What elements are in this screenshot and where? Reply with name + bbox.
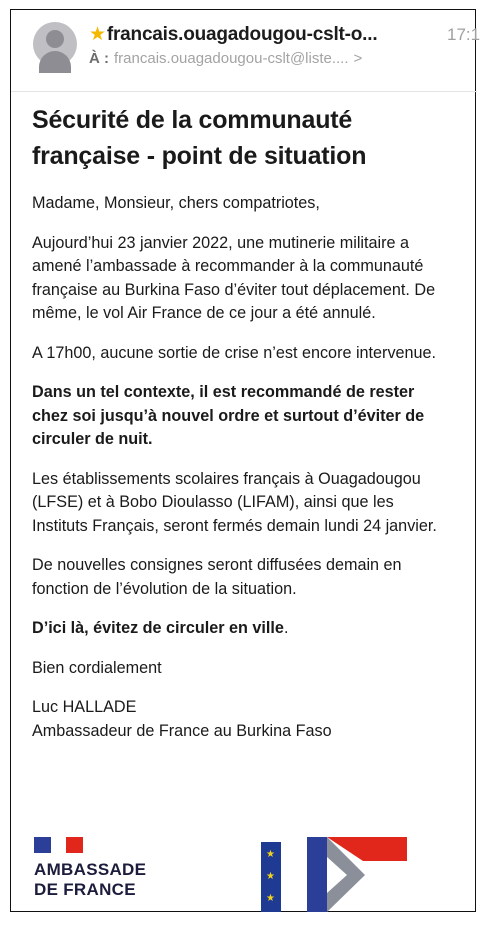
eu-star-icon: ★ — [266, 893, 275, 904]
to-label: À : — [89, 50, 109, 67]
text-line: française au Burkina Faso d’éviter tout déplacement. De — [32, 280, 436, 299]
chevron-right-icon[interactable]: > — [353, 50, 363, 67]
text-line: De nouvelles consignes seront diffusées demain en — [32, 556, 402, 574]
sender-name[interactable] — [89, 23, 377, 46]
header-divider — [11, 91, 477, 92]
flag-blue-band — [34, 837, 51, 853]
logo-blue-bar — [307, 837, 327, 912]
warning-period: . — [283, 619, 289, 637]
text-line: même, le vol Air France de ce jour a été annulé. — [32, 304, 376, 322]
avatar-shoulders — [39, 51, 71, 73]
email-body — [32, 102, 502, 759]
subject-line: Sécurité de la communauté — [32, 106, 353, 134]
text-line: Aujourd’hui 23 janvier 2022, une mutinerie militaire a — [32, 233, 410, 252]
paragraph-status — [32, 342, 502, 366]
avatar-head — [46, 30, 64, 48]
warning-bold-text: D’ici là, évitez de circuler en ville — [32, 619, 284, 637]
french-flag-icon — [34, 837, 84, 853]
embassy-logo-line: DE FRANCE — [34, 880, 136, 899]
flag-red-band — [66, 837, 83, 853]
paragraph-instructions — [32, 554, 502, 601]
vip-star-icon: ★ — [89, 24, 106, 45]
email-footer-logos — [11, 830, 477, 920]
paragraph-warning — [32, 617, 502, 641]
text-line: Les établissements scolaires français à Ouagadougou — [32, 469, 421, 488]
text-line: A 17h00, aucune sortie de crise n’est encore intervenue. — [32, 343, 437, 362]
received-time: 17:1 — [447, 25, 481, 44]
embassy-logo-line: AMBASSADE — [34, 860, 147, 879]
signature-title: Ambassadeur de France au Burkina Faso — [32, 721, 332, 740]
email-screenshot-frame — [10, 9, 481, 912]
text-line: (LFSE) et à Bobo Dioulasso (LIFAM), ainsi que les — [32, 493, 394, 511]
text-line: Instituts Français, seront fermés demain lundi 24 janvier. — [32, 516, 437, 535]
signature — [32, 696, 502, 743]
flag-white-band — [51, 837, 66, 853]
email-subject — [32, 102, 502, 174]
text-line: chez soi jusqu’à nouvel ordre et surtout d’éviter de — [32, 406, 425, 425]
closing: Bien cordialement — [32, 658, 162, 677]
sender-address: francais.ouagadougou-cslt-o... — [106, 24, 378, 45]
text-line: Dans un tel contexte, il est recommandé de rester — [32, 383, 415, 401]
embassy-logo-text — [34, 860, 146, 900]
eu-flag-icon — [261, 842, 281, 912]
eu-star-icon: ★ — [266, 871, 275, 882]
paragraph-schools — [32, 468, 502, 539]
sender-avatar-icon[interactable] — [33, 22, 77, 66]
text-line: fonction de l’évolution de la situation. — [32, 579, 297, 598]
email-header — [11, 10, 481, 92]
eu-star-icon: ★ — [266, 849, 275, 860]
paragraph-mutiny — [32, 232, 502, 326]
team-france-logo-icon — [307, 837, 407, 912]
signature-name: Luc HALLADE — [32, 698, 137, 716]
greeting: Madame, Monsieur, chers compatriotes, — [32, 194, 320, 212]
recipient-address: francais.ouagadougou-cslt@liste.... — [114, 50, 349, 67]
text-line: circuler de nuit. — [32, 430, 153, 448]
recipient-line[interactable] — [89, 50, 362, 67]
subject-line: française - point de situation — [32, 142, 367, 170]
text-line: amené l’ambassade à recommander à la communauté — [32, 257, 424, 275]
paragraph-recommendation — [32, 381, 502, 452]
